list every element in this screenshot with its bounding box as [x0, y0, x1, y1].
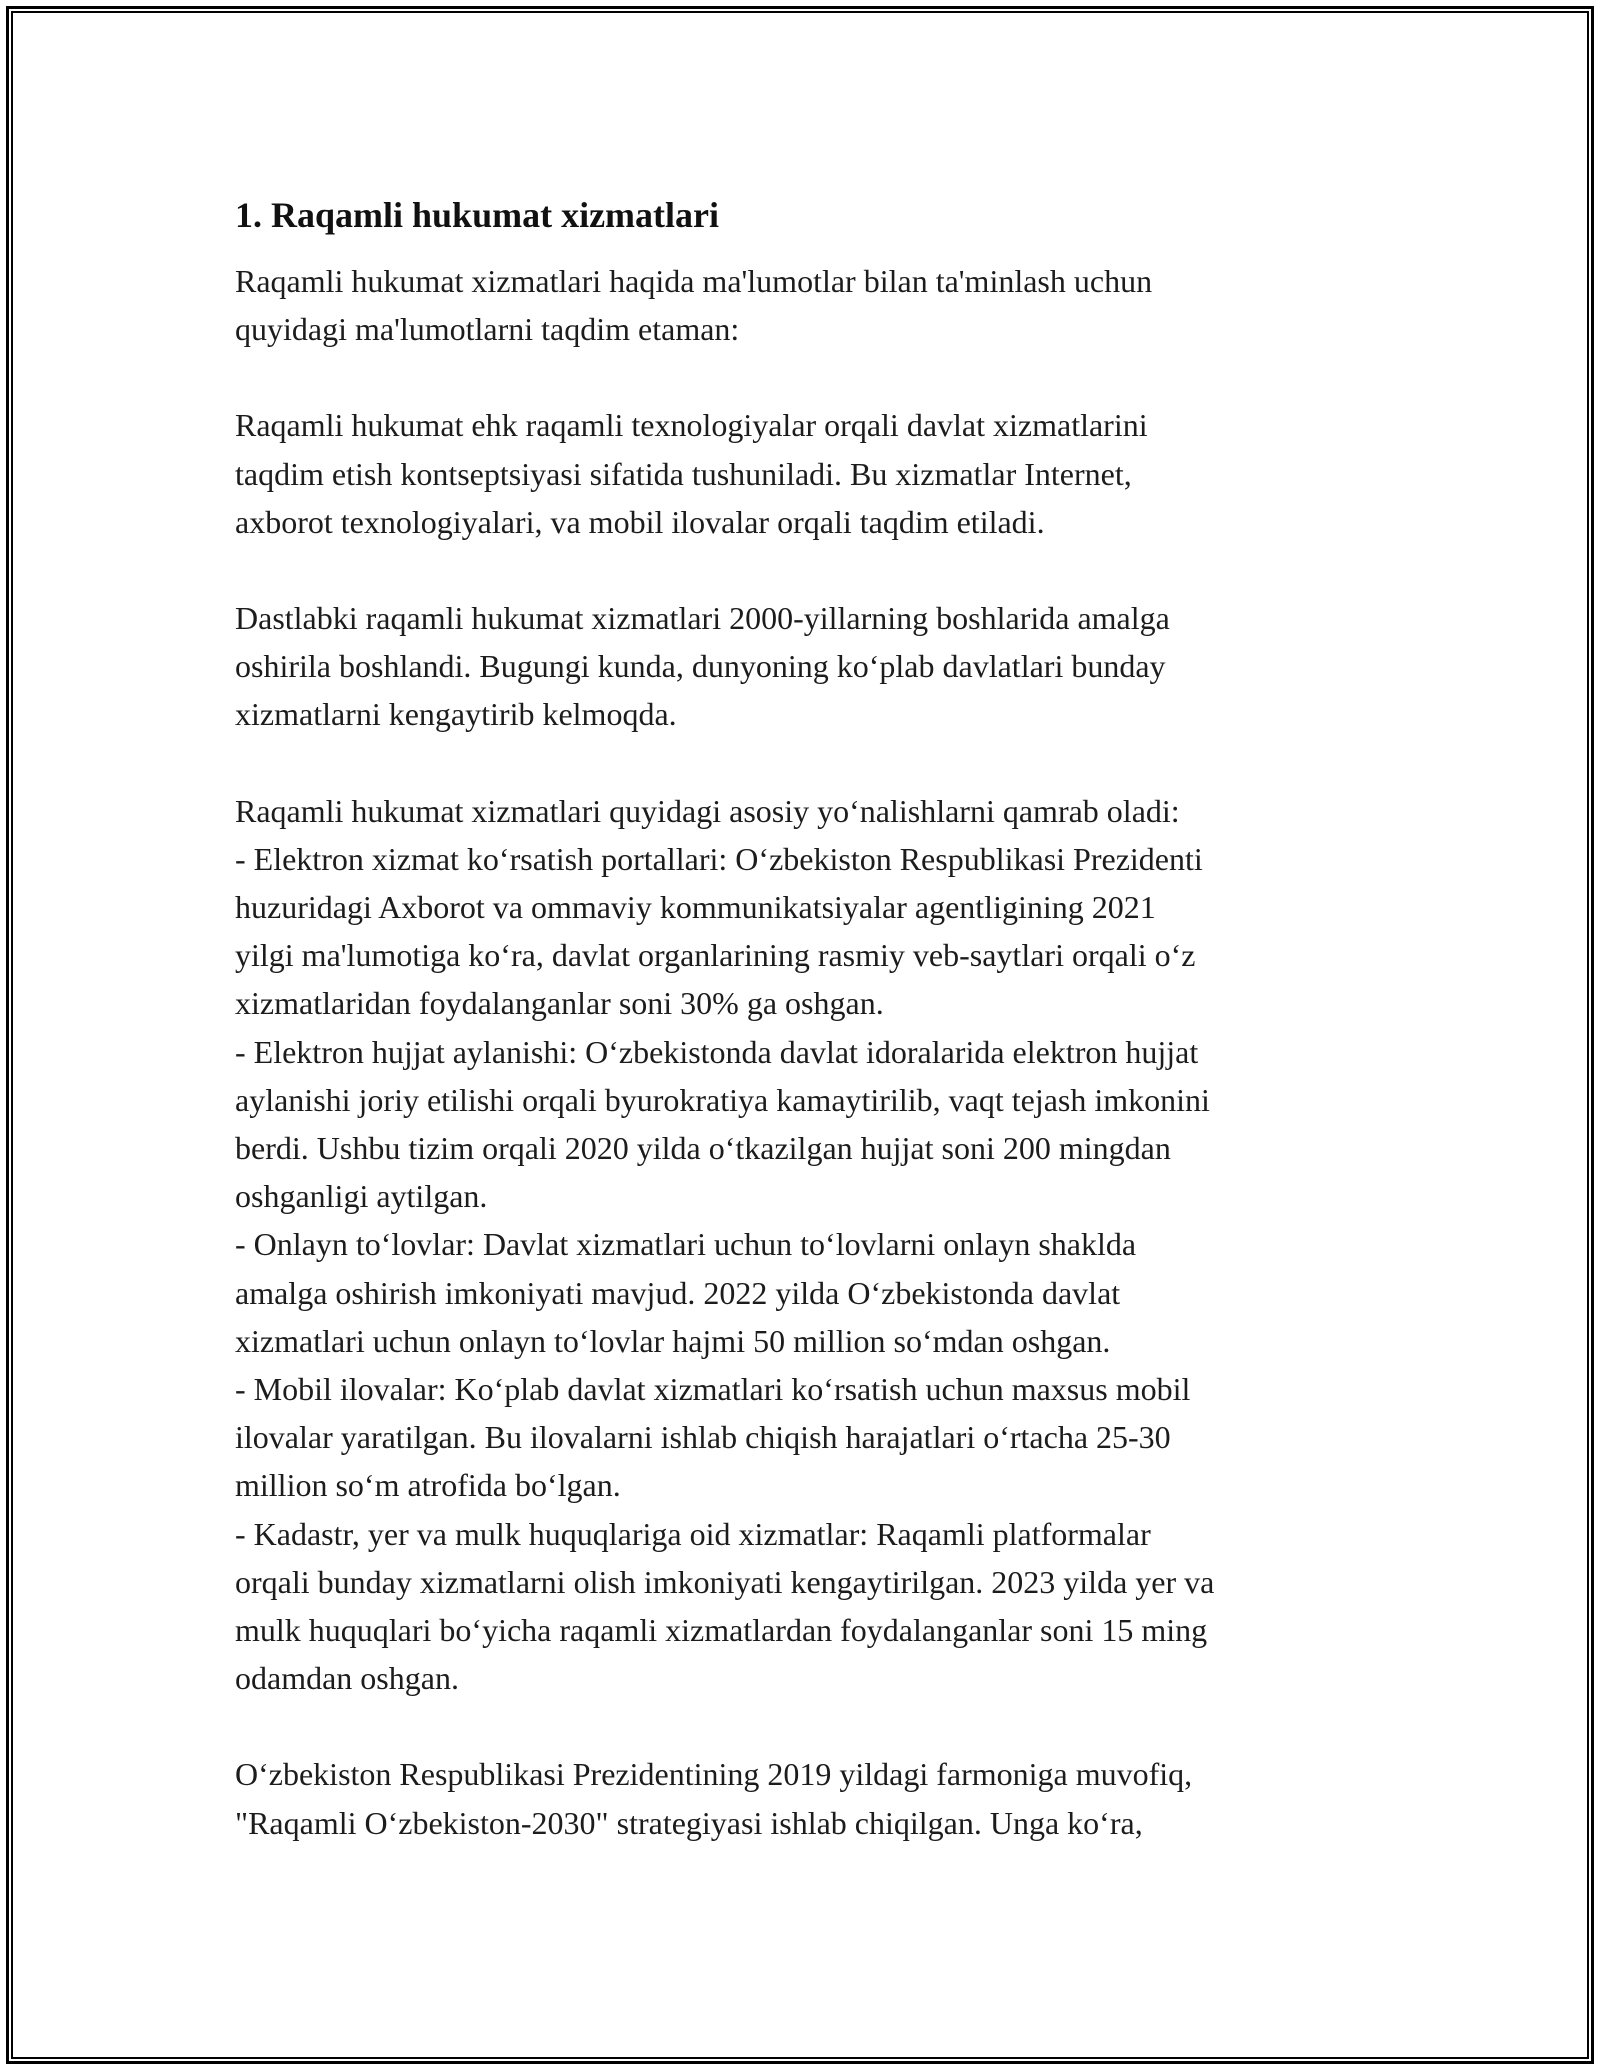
text-line: taqdim etish kontseptsiyasi sifatida tushuniladi. Bu xizmatlar Internet,: [235, 455, 1132, 492]
list-item-line: xizmatlari uchun onlayn toʻlovlar hajmi 50 million soʻmdan oshgan.: [235, 1322, 1111, 1359]
list-item-line: - Kadastr, yer va mulk huquqlariga oid xizmatlar: Raqamli platformalar: [235, 1515, 1151, 1552]
list-item-line: - Mobil ilovalar: Koʻplab davlat xizmatlari koʻrsatish uchun maxsus mobil: [235, 1371, 1191, 1408]
document-body: [235, 190, 1375, 1895]
text-line: Dastlabki raqamli hukumat xizmatlari 2000-yillarning boshlarida amalga: [235, 600, 1170, 637]
paragraph-directions-list: [235, 787, 1375, 1703]
list-intro-line: Raqamli hukumat xizmatlari quyidagi asosiy yoʻnalishlarni qamrab oladi:: [235, 792, 1180, 829]
list-item-line: berdi. Ushbu tizim orqali 2020 yilda oʻtkazilgan hujjat soni 200 mingdan: [235, 1130, 1171, 1167]
paragraph-intro: [235, 257, 1375, 353]
text-line: xizmatlarni kengaytirib kelmoqda.: [235, 696, 677, 733]
list-item-line: aylanishi joriy etilishi orqali byurokratiya kamaytirilib, vaqt tejash imkonini: [235, 1081, 1210, 1118]
text-line: Oʻzbekiston Respublikasi Prezidentining 2019 yildagi farmoniga muvofiq,: [235, 1756, 1193, 1793]
list-item-line: mulk huquqlari boʻyicha raqamli xizmatlardan foydalanganlar soni 15 ming: [235, 1612, 1208, 1649]
paragraph-history: [235, 594, 1375, 739]
text-line: oshirila boshlandi. Bugungi kunda, dunyoning koʻplab davlatlari bunday: [235, 648, 1166, 685]
list-item-line: - Onlayn toʻlovlar: Davlat xizmatlari uchun toʻlovlarni onlayn shakldа: [235, 1226, 1137, 1263]
paragraph-definition: [235, 401, 1375, 546]
list-item-line: orqali bunday xizmatlarni olish imkoniyati kengaytirilgan. 2023 yilda yer va: [235, 1563, 1215, 1600]
page-title: 1. Raqamli hukumat xizmatlari: [235, 195, 720, 235]
list-item-line: million soʻm atrofida boʻlgan.: [235, 1467, 621, 1504]
list-item-line: - Elektron hujjat aylanishi: Oʻzbekistonda davlat idoralarida elektron hujjat: [235, 1033, 1199, 1070]
list-item-line: odamdan oshgan.: [235, 1660, 459, 1697]
list-item-line: amalga oshirish imkoniyati mavjud. 2022 yilda Oʻzbekistonda davlat: [235, 1274, 1121, 1311]
list-item-line: xizmatlaridan foydalanganlar soni 30% ga oshgan.: [235, 985, 884, 1022]
list-item-line: yilgi ma'lumotiga koʻra, davlat organlarining rasmiy veb-saytlari orqali oʻz: [235, 937, 1196, 974]
list-item-line: oshganligi aytilgan.: [235, 1178, 488, 1215]
text-line: "Raqamli Oʻzbekiston-2030" strategiyasi ishlab chiqilgan. Unga koʻra,: [235, 1804, 1143, 1841]
list-item-line: huzuridagi Axborot va ommaviy kommunikatsiyalar agentligining 2021: [235, 889, 1156, 926]
text-line: quyidagi ma'lumotlarni taqdim etaman:: [235, 311, 740, 348]
list-item-line: ilovalar yaratilgan. Bu ilovalarni ishlab chiqish harajatlari oʻrtacha 25-30: [235, 1419, 1171, 1456]
text-line: Raqamli hukumat ehk raqamli texnologiyalar orqali davlat xizmatlarini: [235, 407, 1148, 444]
paragraph-strategy: [235, 1750, 1375, 1846]
list-item-line: - Elektron xizmat koʻrsatish portallari: Oʻzbekiston Respublikasi Prezidenti: [235, 840, 1203, 877]
text-line: axborot texnologiyalari, va mobil ilovalar orqali taqdim etiladi.: [235, 503, 1045, 540]
text-line: Raqamli hukumat xizmatlari haqida ma'lumotlar bilan ta'minlash uchun: [235, 263, 1153, 299]
